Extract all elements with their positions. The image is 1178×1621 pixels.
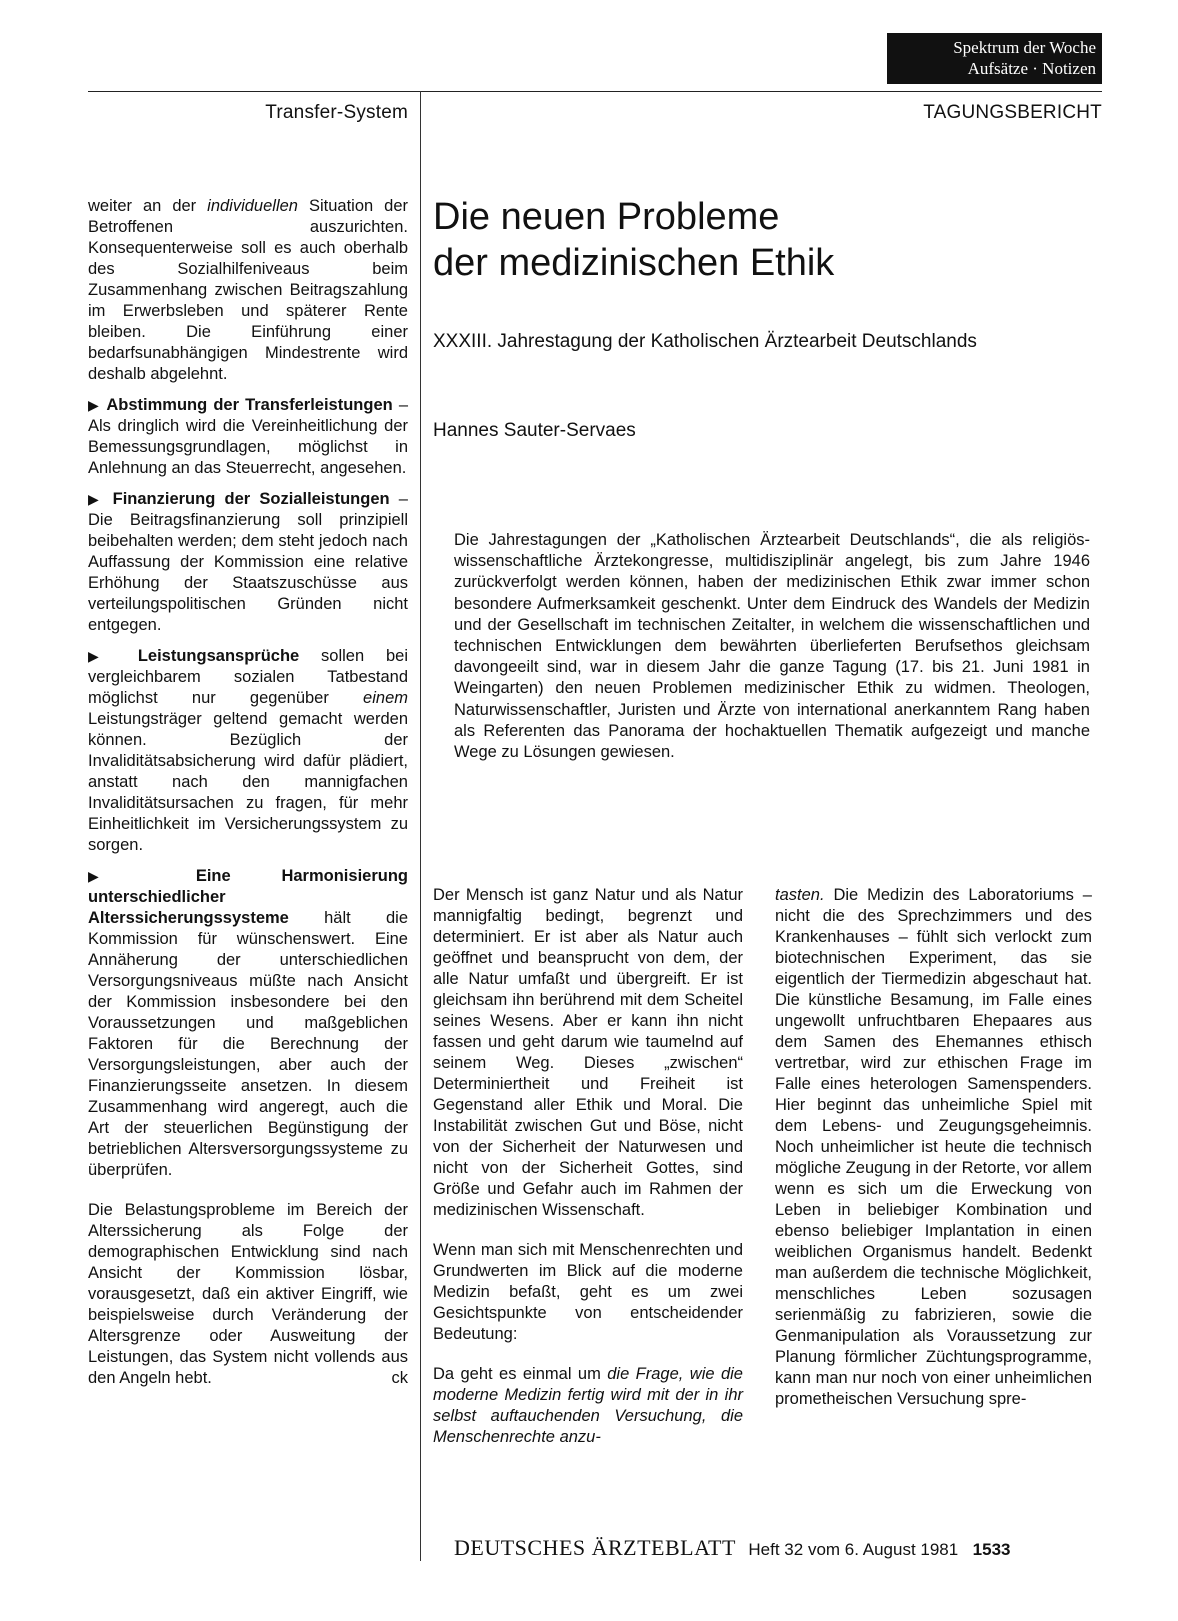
- body-column-3: [775, 885, 1092, 1410]
- bullet-item: ▶ Abstimmung der Transferleistungen – Als dringlich wird die Vereinheitlichung der Bemessungsgrundlagen, möglichst in Anlehnung an das Steuerrecht, angesehen.: [88, 396, 408, 477]
- article-title: [433, 194, 1093, 286]
- title-line-1: Die neuen Probleme: [433, 196, 780, 238]
- bullet-item: ▶ Leistungsansprüche sollen bei vergleichbarem sozialen Tatbestand möglichst nur gegenüber einem Leistungsträger geltend gemacht werden können. Bezüglich der Invaliditätsabsicherung wird dafür plädiert, anstatt nach den mannigfachen Invaliditätsursachen zu fragen, für mehr Einheitlichkeit im Versicherungssystem zu sorgen.: [88, 647, 408, 854]
- journal-name: DEUTSCHES ÄRZTEBLATT: [454, 1535, 736, 1560]
- bullet-item: ▶ Eine Harmonisierung unterschiedlicher Alterssicherungssysteme hält die Kommission für wünschenswert. Eine Annäherung der unterschiedlichen Versorgungsniveaus müßte nach Ansicht der Kommission insbesondere bei den Voraussetzungen und maßgeblichen Faktoren für die Berechnung der Versorgungsleistungen, aber auch der Finanzierungsseite ansetzen. In diesem Zusammenhang wird angeregt, auch die Art der steuerlichen Begünstigung der betrieblichen Altersversorgungssysteme zu überprüfen.: [88, 867, 408, 1179]
- section-badge: [887, 33, 1102, 84]
- page-footer: [454, 1535, 1011, 1561]
- body-column-2: [433, 885, 743, 1448]
- issue-info: Heft 32 vom 6. August 1981: [748, 1540, 959, 1559]
- paragraph: Der Mensch ist ganz Natur und als Natur mannigfaltig bedingt, begrenzt und determiniert. Er ist aber als Natur auch geöffnet und beansprucht von dem, der alle Natur umfaßt und übergreift. Er ist gleichsam ihn berührend mit dem Scheitel seines Wesens. Aber er kann ihn nicht fassen und geht darum wie taumelnd auf seinem Weg. Dieses „zwischen“ Determiniertheit und Freiheit ist Gegenstand aller Ethik und Moral. Die Instabilität zwischen Gut und Böse, nicht von der Sicherheit der Naturwesen und nicht von der Sicherheit Gottes, sind Größe und Gefahr auch im Rahmen der medizinischen Wissenschaft.: [433, 886, 743, 1219]
- badge-line-1: Spektrum der Woche: [953, 38, 1096, 57]
- paragraph: Da geht es einmal um die Frage, wie die moderne Medizin fertig wird mit der in ihr selbst auftauchenden Versuchung, die Menschenrechte anzu-: [433, 1365, 743, 1446]
- article-subtitle: XXXIII. Jahrestagung der Katholischen Ärztearbeit Deutschlands: [433, 331, 977, 352]
- title-line-2: der medizinischen Ethik: [433, 242, 835, 284]
- left-column: [88, 196, 408, 1389]
- top-rule: [88, 91, 1102, 92]
- badge-line-2: Aufsätze · Notizen: [967, 59, 1096, 78]
- triangle-bullet-icon: ▶: [88, 491, 104, 507]
- triangle-bullet-icon: ▶: [88, 868, 145, 884]
- paragraph: Die Belastungsprobleme im Bereich der Alterssicherung als Folge der demographischen Entwicklung sind nach Ansicht der Kommission lösbar, vorausgesetzt, daß ein aktiver Eingriff, wie beispielsweise durch Veränderung der Altersgrenze oder Ausweitung der Leistungen, das System nicht vollends aus den Angeln hebt. ck: [88, 1201, 408, 1387]
- running-header-right: TAGUNGSBERICHT: [923, 102, 1102, 123]
- paragraph: weiter an der individuellen Situation der Betroffenen auszurichten. Konsequenterweise soll es auch oberhalb des Sozialhilfeniveaus beim Zusammenhang zwischen Beitragszahlung im Erwerbsleben und späterer Rente bleiben. Die Einführung einer bedarfsunabhängigen Mindestrente wird deshalb abgelehnt.: [88, 197, 408, 383]
- paragraph: tasten. Die Medizin des Laboratoriums – nicht die des Sprechzimmers und des Krankenhauses – fühlt sich verlockt zum biotechnischen Experiment, das sie eigentlich der Tiermedizin abgeschaut hat. Die künstliche Besamung, im Falle eines ungewollt unfruchtbaren Ehepaares aus dem Samen des Ehemannes ethisch vertretbar, wird zur ethischen Frage im Falle eines heterologen Samenspenders. Hier beginnt das unheimliche Spiel mit dem Lebens- und Zeugungsgeheimnis. Noch unheimlicher ist heute die technisch mögliche Zeugung in der Retorte, vor allem wenn es sich um die Erweckung von Leben in beliebiger Kombination und ebenso beliebiger Implantation in einen weiblichen Organismus handelt. Bedenkt man außerdem die technische Möglichkeit, menschliches Leben sozusagen serienmäßig zu fabrizieren, sowie die Genmanipulation als Voraussetzung zur Planung förmlicher Züchtungsprogramme, kann man nur noch von einer unheimlichen prometheischen Versuchung spre-: [775, 886, 1092, 1408]
- bullet-item: ▶ Finanzierung der Sozialleistungen – Die Beitragsfinanzierung soll prinzipiell beibehalten werden; dem steht jedoch nach Auffassung der Kommission eine relative Erhöhung der Staatszuschüsse aus verteilungspolitischen Gründen nicht entgegen.: [88, 490, 408, 634]
- abstract-text: Die Jahrestagungen der „Katholischen Ärztearbeit Deutschlands“, die als religiös-wissenschaftliche Ärztekongresse, multidisziplinär angelegt, bis zum Jahre 1946 zurückverfolgt werden können, haben der medizinischen Ethik zwar immer schon besondere Aufmerksamkeit geschenkt. Unter dem Eindruck des Wandels der Medizin und der Gesellschaft im technischen Zeitalter, in welchem die wissenschaftlichen und technischen Entwicklungen dem bewährten überlieferten Berufsethos gleichsam davongeeilt sind, war in diesem Jahr die ganze Tagung (17. bis 21. Juni 1981 in Weingarten) den neuen Problemen medizinischer Ethik zu widmen. Theologen, Naturwissenschaftler, Juristen und Ärzte von international anerkanntem Rang haben als Referenten das Panorama der hochaktuellen Thematik aufgezeigt und manche Wege zu Lösungen gewiesen.: [454, 531, 1090, 762]
- column-divider: [420, 91, 421, 1561]
- paragraph: Wenn man sich mit Menschenrechten und Grundwerten im Blick auf die moderne Medizin befaßt, geht es um zwei Gesichtspunkte von entscheidender Bedeutung:: [433, 1241, 743, 1343]
- article-abstract: [454, 530, 1090, 763]
- author-signature: ck: [391, 1369, 408, 1387]
- article-author: Hannes Sauter-Servaes: [433, 420, 636, 441]
- page-number: 1533: [972, 1540, 1011, 1559]
- triangle-bullet-icon: ▶: [88, 397, 101, 413]
- running-header-left: Transfer-System: [265, 102, 408, 123]
- triangle-bullet-icon: ▶: [88, 648, 117, 664]
